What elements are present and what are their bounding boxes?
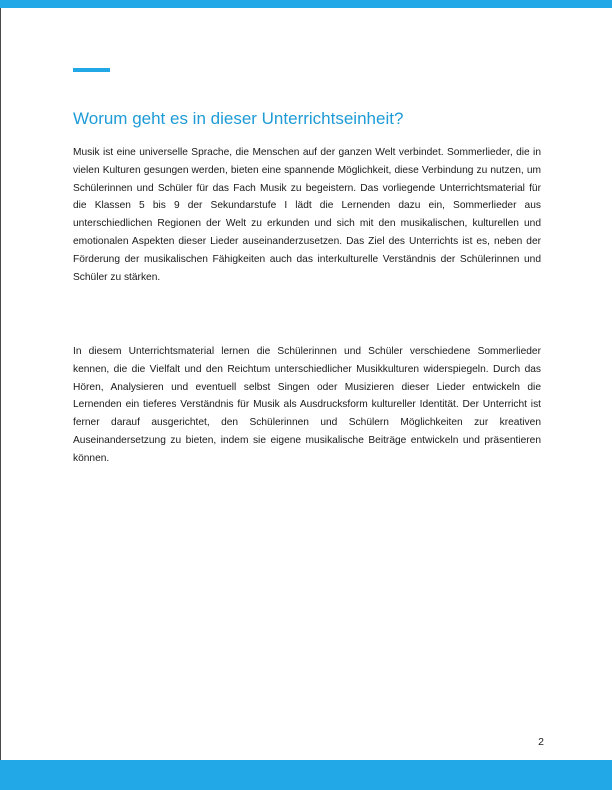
- page-number: 2: [538, 736, 544, 748]
- heading-accent-bar: [73, 68, 110, 72]
- body-paragraph-2: In diesem Unterrichtsmaterial lernen die Schülerinnen und Schüler verschiedene Sommerlieder kennen, die die Vielfalt und den Reichtum unterschiedlicher Musikkulturen widerspiegeln. Durch das Hören, Analysieren und eventuell selbst Singen oder Musizieren dieser Lieder entwickeln die Lernenden ein tieferes Verständnis für Musik als Ausdrucksform kultureller Identität. Der Unterricht ist ferner darauf ausgerichtet, den Schülerinnen und Schülern Möglichkeiten zur kreativen Auseinandersetzung zu bieten, indem sie eigene musikalische Beiträge entwickeln und präsentieren können.: [73, 346, 541, 464]
- section-heading: Worum geht es in dieser Unterrichtseinheit?: [73, 109, 404, 128]
- body-paragraph-1: Musik ist eine universelle Sprache, die Menschen auf der ganzen Welt verbindet. Sommerlieder, die in vielen Kulturen gesungen werden, bieten eine spannende Möglichkeit, diese Verbindung zu nutzen, um Schülerinnen und Schüler für das Fach Musik zu begeistern. Das vorliegende Unterrichtsmaterial für die Klassen 5 bis 9 der Sekundarstufe I lädt die Lernenden dazu ein, Sommerlieder aus unterschiedlichen Regionen der Welt zu erkunden und sich mit den musikalischen, kulturellen und emotionalen Aspekten dieser Lieder auseinanderzusetzen. Das Ziel des Unterrichts ist es, neben der Förderung der musikalischen Fähigkeiten auch das interkulturelle Verständnis der Schülerinnen und Schüler zu stärken.: [73, 147, 541, 283]
- page-left-edge: [0, 8, 1, 760]
- bottom-accent-band: [0, 760, 612, 790]
- top-accent-band: [0, 0, 612, 8]
